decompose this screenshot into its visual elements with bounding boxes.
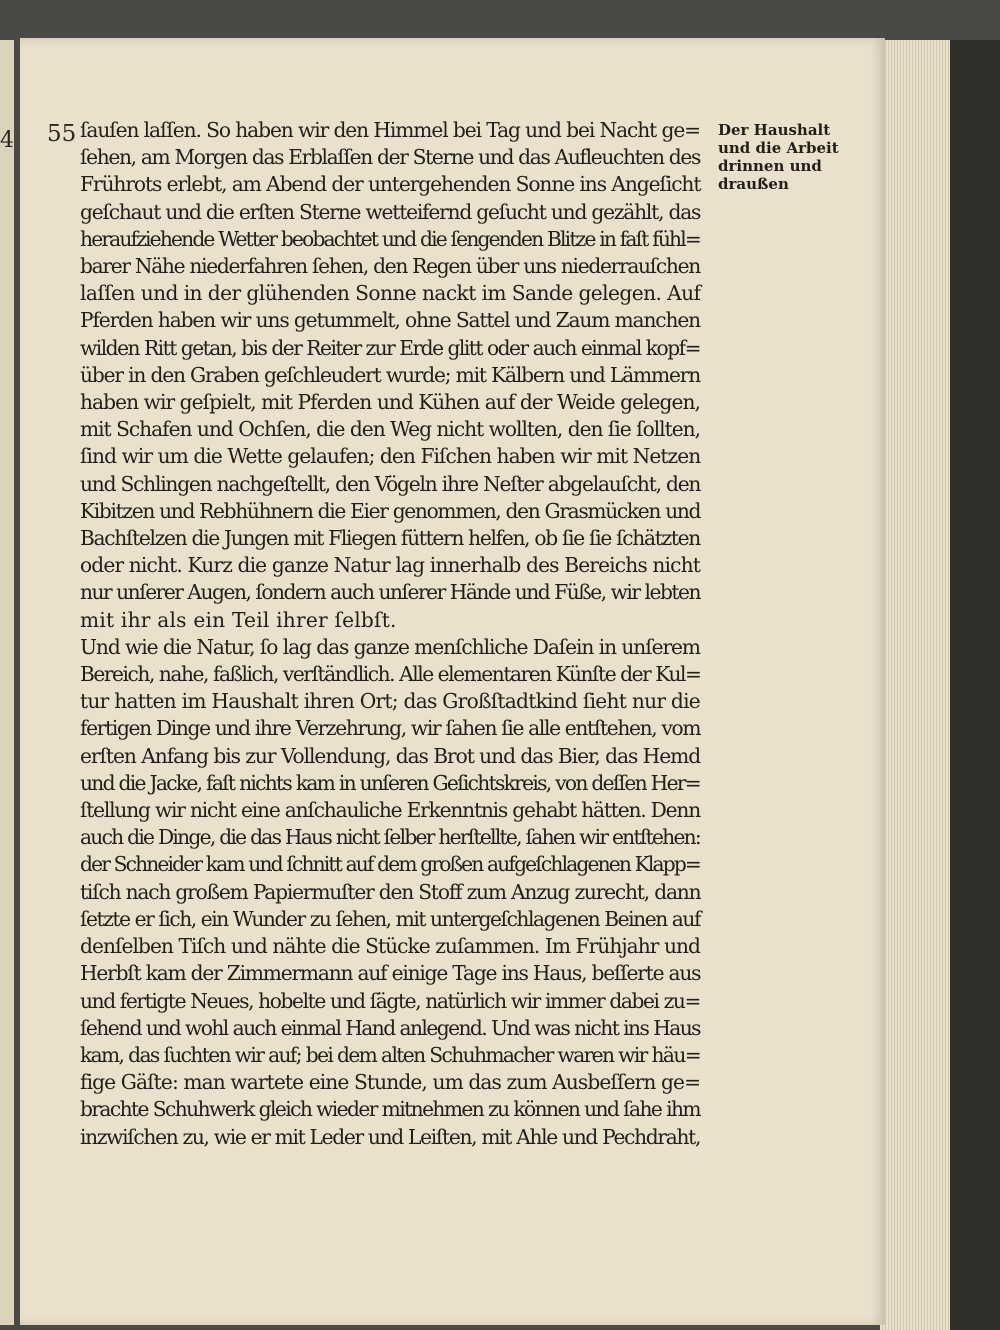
text-line: tiſch nach großem Papiermuſter den Stoff zum Anzug zurecht, dann xyxy=(80,879,701,904)
text-line: Frührots erlebt, am Abend der untergehenden Sonne ins Angeſicht xyxy=(80,172,701,197)
text-line: barer Nähe niederfahren ſehen, den Regen über uns niederrauſchen xyxy=(80,254,700,279)
text-line: inzwiſchen zu, wie er mit Leder und Leiſten, mit Ahle und Pechdraht, xyxy=(80,1124,701,1149)
text-line: erſten Anfang bis zur Vollendung, das Brot und das Bier, das Hemd xyxy=(80,743,701,768)
text-line: Kibitzen und Rebhühnern die Eier genommen, den Grasmücken und xyxy=(80,498,701,523)
text-line: Pferden haben wir uns getummelt, ohne Sattel und Zaum manchen xyxy=(80,308,700,333)
text-line: ſetzte er ſich, ein Wunder zu ſehen, mit untergeſchlagenen Beinen auf xyxy=(80,906,700,931)
text-line: und die Jacke, faſt nichts kam in unſeren Geſichtskreis, von deſſen Her= xyxy=(80,770,700,795)
text-line: fige Gäſte: man wartete eine Stunde, um das zum Ausbeſſern ge= xyxy=(80,1070,701,1095)
text-line: ſehend und wohl auch einmal Hand anlegend. Und was nicht ins Haus xyxy=(80,1015,700,1040)
line-number: 55 xyxy=(47,121,77,147)
margin-note xyxy=(718,121,843,193)
text-line: heraufziehende Wetter beobachtet und die ſengenden Blitze in faſt fühl= xyxy=(80,226,700,251)
text-line: ſtellung wir nicht eine anſchauliche Erkenntnis gehabt hätten. Denn xyxy=(80,798,700,823)
text-line: mit ihr als ein Teil ihrer ſelbſt. xyxy=(80,607,397,632)
text-line: Herbſt kam der Zimmermann auf einige Tage ins Haus, beſſerte aus xyxy=(80,961,701,986)
text-line: Bachſtelzen die Jungen mit Fliegen füttern helfen, ob ſie ſie ſchätzten xyxy=(80,526,700,551)
body-text xyxy=(80,117,700,1151)
text-line: geſchaut und die erſten Sterne wetteifernd geſucht und gezählt, das xyxy=(80,199,701,224)
text-line: ſind wir um die Wette gelaufen; den Fiſchen haben wir mit Netzen xyxy=(80,444,701,469)
text-line: laſſen und in der glühenden Sonne nackt im Sande gelegen. Auf xyxy=(80,281,701,306)
text-line: über in den Graben geſchleudert wurde; mit Kälbern und Lämmern xyxy=(80,362,701,387)
text-line: mit Schafen und Ochſen, die den Weg nicht wollten, den ſie ſollten, xyxy=(80,417,700,442)
text-line: auch die Dinge, die das Haus nicht ſelber herſtellte, ſahen wir entſtehen: xyxy=(80,825,700,850)
text-line: wilden Ritt getan, bis der Reiter zur Erde glitt oder auch einmal kopf= xyxy=(80,335,700,360)
text-line: ſauſen laſſen. So haben wir den Himmel bei Tag und bei Nacht ge= xyxy=(80,118,700,142)
margin-note-line: draußen xyxy=(718,175,789,193)
margin-note-line: Der Haushalt xyxy=(718,121,831,139)
page-stack xyxy=(880,40,960,1330)
margin-note-line: und die Arbeit xyxy=(718,139,839,157)
text-line: fertigen Dinge und ihre Verzehrung, wir ſahen ſie alle entſtehen, vom xyxy=(80,716,701,741)
left-page-number: 4 xyxy=(0,128,14,153)
text-line: nur unſerer Augen, ſondern auch unſerer Hände und Füße, wir lebten xyxy=(80,580,700,605)
text-line: kam, das ſuchten wir auf; bei dem alten Schuhmacher waren wir häu= xyxy=(80,1042,700,1067)
text-line: haben wir geſpielt, mit Pferden und Kühen auf der Weide gelegen, xyxy=(80,390,700,415)
text-line: denſelben Tiſch und nähte die Stücke zuſammen. Im Frühjahr und xyxy=(80,934,700,959)
text-line: Und wie die Natur, ſo lag das ganze menſchliche Daſein in unſerem xyxy=(80,634,700,659)
text-line: tur hatten im Haushalt ihren Ort; das Großſtadtkind ſieht nur die xyxy=(80,689,700,714)
text-line: und Schlingen nachgeſtellt, den Vögeln ihre Neſter abgelauſcht, den xyxy=(80,471,701,496)
text-line: der Schneider kam und ſchnitt auf dem großen aufgeſchlagenen Klapp= xyxy=(80,852,701,877)
book-cover xyxy=(950,40,1000,1330)
text-line: Bereich, nahe, faßlich, verſtändlich. Alle elementaren Künſte der Kul= xyxy=(80,662,701,687)
left-page-edge xyxy=(0,40,14,1325)
margin-note-line: drinnen und xyxy=(718,157,822,175)
text-line: oder nicht. Kurz die ganze Natur lag innerhalb des Bereichs nicht xyxy=(80,553,700,578)
text-line: ſehen, am Morgen das Erblaſſen der Sterne und das Aufleuchten des xyxy=(80,145,700,170)
text-line: und fertigte Neues, hobelte und ſägte, natürlich wir immer dabei zu= xyxy=(80,988,700,1013)
text-line: brachte Schuhwerk gleich wieder mitnehmen zu können und ſahe ihm xyxy=(80,1097,700,1122)
